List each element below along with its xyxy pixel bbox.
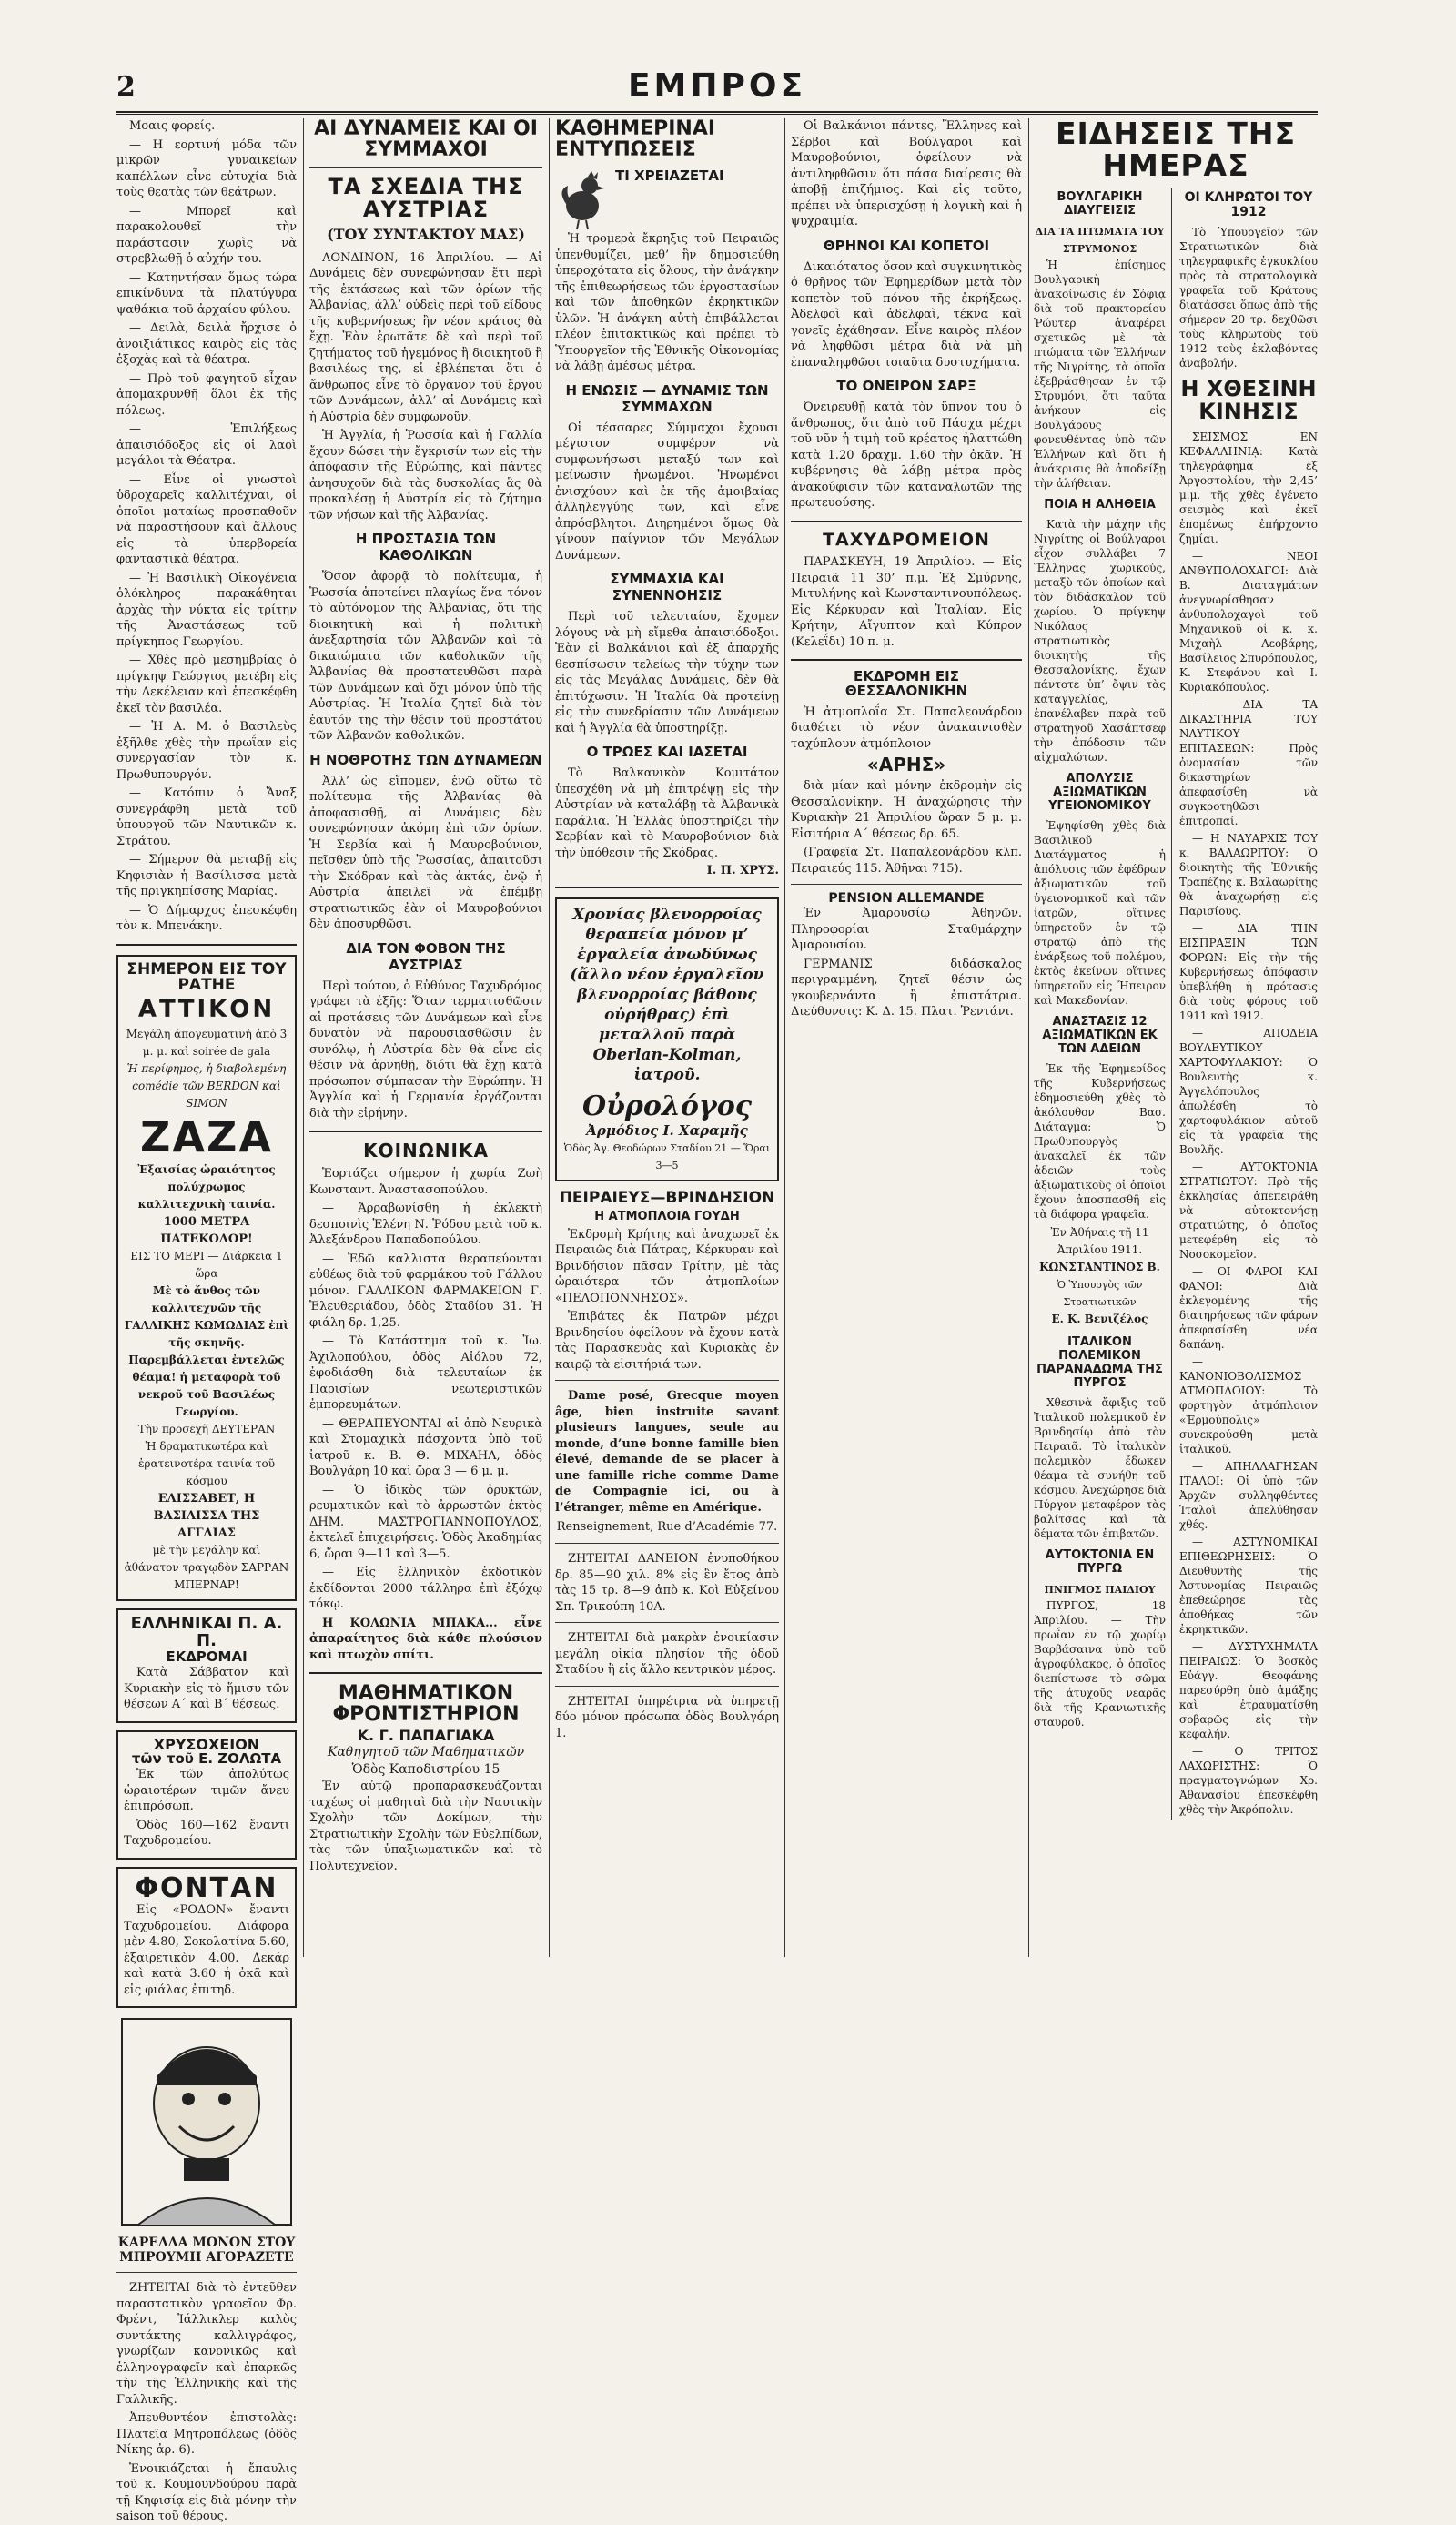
ad-heading: Οὐρολόγος	[581, 1090, 753, 1123]
article-paragraph: ΠΥΡΓΟΣ, 18 Ἀπριλίου. — Τὴν πρωΐαν ἐν τῷ χωρίῳ Βαρβάσαινα ὑπὸ τοῦ ἀγροφύλακος, ὁ ὁποῖος διεπίστωσε τὸ σῶμα τῆς ἀτυχοῦς νεαρᾶς διὰ τῆς Κρανιωτικῆς σταυροῦ.	[1034, 1599, 1166, 1729]
cartoon-illustration	[120, 2017, 293, 2226]
article-subheading: Η ΝΟΘΡΟΤΗΣ ΤΩΝ ΔΥΝΑΜΕΩΝ	[309, 751, 542, 768]
news-item: — ΚΑΝΟΝΙΟΒΟΛΙΣΜΟΣ ΑΤΜΟΠΛΟΙΟΥ: Τὸ φορτηγὸν ἀτμόπλοιον «Ἑρμούπολις» συνεκρούσθη μετὰ ἰταλικοῦ.	[1179, 1354, 1318, 1455]
news-item: ΖΗΤΕΙΤΑΙ διὰ τὸ ἐντεῦθεν παραστατικὸν γραφεῖον Φρ. Φρέντ, Ἰάλλικλερ καλὸς συντάκτης καλλιγράφος, γνωρίζων κανονικῶς καὶ ἑλληνογραφεῖν καὶ ἐπαρκῶς τὴν τῆς Ἑλληνικῆς καὶ τῆς Γαλλικῆς.	[116, 2281, 297, 2407]
news-item: — Πρὸ τοῦ φαγητοῦ εἶχαν ἀπομακρυνθῆ ὅλοι ἐκ τῆς πόλεως.	[116, 371, 297, 418]
news-item: — ΑΠΟΔΕΙΑ ΒΟΥΛΕΥΤΙΚΟΥ ΧΑΡΤΟΦΥΛΑΚΙΟΥ: Ὁ Βουλευτὴς κ. Ἀγγελόπουλος ἀπωλέσθη τὸ χαρτοφυλάκιον αὐτοῦ εἰς τὰ γραφεῖα τῆς Βουλῆς.	[1179, 1026, 1318, 1156]
article-subheading: Η ΠΡΟΣΤΑΣΙΑ ΤΩΝ ΚΑΘΟΛΙΚΩΝ	[355, 531, 497, 564]
decree-signature: Ὁ Ὑπουργὸς τῶν Στρατιωτικῶν	[1057, 1279, 1143, 1309]
ad-heading: ΧΡΥΣΟΧΕΙΟΝ	[153, 1735, 260, 1753]
news-item: — ΑΣΤΥΝΟΜΙΚΑΙ ΕΠΙΘΕΩΡΗΣΕΙΣ: Ὁ Διευθυντὴς τῆς Ἀστυνομίας Πειραιῶς ἐπεθεώρησε τὰς ἀποθήκας τῶν ἐκρηκτικῶν.	[1179, 1535, 1318, 1636]
news-item: — Μπορεῖ καὶ παρακολουθεῖ τὴν παράστασιν χωρὶς νὰ στρεβλωθῇ ὁ αὐχήν του.	[116, 204, 297, 266]
news-item: — Ἐδῶ καλλιστα θεραπεύονται εὐθέως διὰ τοῦ φαρμάκου τοῦ Γάλλου μόνον. ΓΑΛΛΙΚΟΝ ΦΑΡΜΑΚΕΙΟΝ Γ. Ἐλευθεριάδου, ὁδὸς Σταδίου 31. Ἡ φιάλη δρ. 1,25.	[309, 1252, 542, 1330]
news-item: — Εἰς ἑλληνικὸν ἐκδοτικὸν ἐκδίδονται 2000 τάλληρα ἐπὶ ἐξόχῳ τόκῳ.	[309, 1566, 542, 1612]
ad-text: Dame posé, Grecque moyen âge, bien instruite savant plusieurs langues, seule au monde, d’une bonne famille bien élevé, demande de se placer à une famille riche comme Dame de Compagnie ici, ou à l’étranger, même en Amérique.	[555, 1389, 779, 1515]
section-heading: ΚΑΘΗΜΕΡΙΝΑΙ ΕΝΤΥΠΩΣΕΙΣ	[555, 117, 716, 162]
article-paragraph: Τὸ Βαλκανικὸν Κομιτάτον ὑπεσχέθη νὰ μὴ ἐπιτρέψῃ εἰς τὴν Αὐστρίαν νὰ καταλάβῃ τὰ Ἀλβανικὰ παράλια. Ἡ Ἑλλὰς ὑποστηρίζει τὴν Σερβίαν καὶ τὸ Μαυροβούνιον διὰ τὴν ὑπόθεσιν τῆς Σκόδρας.	[555, 766, 779, 860]
news-item: — ΑΠΗΛΛΑΓΗΣΑΝ ΙΤΑΛΟΙ: Οἱ ὑπὸ τῶν Ἀρχῶν συλληφθέντες Ἰταλοὶ ἀπελύθησαν χθές.	[1179, 1459, 1318, 1531]
news-item: Ἀπευθυντέον ἐπιστολὰς: Πλατεῖα Μητροπόλεως (ὁδὸς Νίκης ἀρ. 6).	[116, 2411, 297, 2458]
ad-text: Τὴν προσεχῆ ΔΕΥΤΕΡΑΝ	[137, 1423, 276, 1436]
news-item: — ΔΙΑ ΤΑ ΔΙΚΑΣΤΗΡΙΑ ΤΟΥ ΝΑΥΤΙΚΟΥ ΕΠΙΤΑΣΕΩΝ: Πρὸς ὀνομασίαν τῶν δικαστηρίων ἀπεφασίσθη νὰ συγκροτηθῶσι ἐπιτροπαί.	[1179, 697, 1318, 827]
ad-text: Ὁδὸς Ἀγ. Θεοδώρων Σταδίου 21 — Ὥραι 3—5	[563, 1142, 771, 1172]
ad-text: Καθηγητοῦ τῶν Μαθηματικῶν	[327, 1745, 525, 1760]
news-item: — Κατηντήσαν ὅμως τώρα επικίνδυνα τὰ πλατύγυρα ψαθάκια τοῦ ἀρχαίου φύλου.	[116, 270, 297, 317]
cartoon-caption: ΚΑΡΕΛΛΑ ΜΟΝΟΝ ΣΤΟΥ ΜΠΡΟΥΜΗ ΑΓΟΡΑΖΕΤΕ	[117, 2236, 296, 2266]
article-subheading: ΠΝΙΓΜΟΣ ΠΑΙΔΙΟΥ	[1044, 1584, 1156, 1597]
cinema-name: ΑΤΤΙΚΟΝ	[137, 996, 276, 1024]
divider	[309, 1672, 542, 1674]
ad-text: Ἡ ἀτμοπλοΐα Στ. Παπαλεονάρδου διαθέτει τὸ νέον ἀνακαινισθὲν ταχύπλουν ἀτμόπλοιον	[791, 705, 1022, 751]
article-paragraph: Ἐκ τῆς Ἐφημερίδος τῆς Κυβερνήσεως ἐδημοσιεύθη χθὲς τὸ ἀκόλουθον Βασ. Διάταγμα: Ὁ Πρωθυπουργὸς ἀνακαλεῖ ἐκ τῶν ἀδειῶν τοὺς ἀξιωματικοὺς οἱ ὁποῖοι ἔχουν ἀποσπασθῆ εἰς τὰ διάφορα γραφεῖα.	[1034, 1062, 1166, 1222]
article-paragraph: ΛΟΝΔΙΝΟΝ, 16 Ἀπριλίου. — Αἱ Δυνάμεις δὲν συνεφώνησαν ἔτι περὶ τῆς ἐκτάσεως καὶ τῶν ὁρίων τῆς Ἀλβανίας, ἀλλ’ οὐδεὶς περὶ τοῦ εἴδους τῆς κυβερνήσεως ἢν νέον κράτος θὰ ἔχῃ. Ἐὰν ἐρωτᾶτε δὲ καὶ περὶ τοῦ ζητήματος τοῦ ἡγεμόνος ἢ διοικητοῦ ἢ βασιλέως της, εἰ ἐβλέπεται ὅτι ὁ ἄνθρωπος εἶνε τὸ ὄργανον τοῦ ἔργου τῶν Δυνάμεων, ἀλλ’ αἱ Δυνάμεις καὶ ἡ Αὐστρία δὲν συμφωνοῦν.	[309, 250, 542, 424]
ad-text: Εἰς «ΡΟΔΟΝ» ἔναντι Ταχυδρομείου. Διάφορα μὲν 4.80, Σοκολατίνα 5.60, ἐξαιρετικὸν 4.00. Δεκάρ καὶ κατὰ 3.60 ἡ ὀκᾶ καὶ εἰς φιάλας ἐπιτηδ.	[124, 1903, 289, 1997]
excursion-advertisement	[116, 1608, 297, 1722]
news-item: — ΔΙΑ ΤΗΝ ΕΙΣΠΡΑΞΙΝ ΤΩΝ ΦΟΡΩΝ: Εἰς τὴν τῆς Κυβερνήσεως ἀπόφασιν ὑπεβλήθη ἡ πρότασις διὰ τοὺς φόρους τοῦ 1911 καὶ 1912.	[1179, 921, 1318, 1022]
page-number: 2	[116, 71, 136, 103]
column-2	[309, 118, 542, 1957]
ad-text: Ἐξαισίας ὡραιότητος πολύχρωμος καλλιτεχνικὴ ταινία.	[137, 1163, 276, 1212]
article-paragraph: Χθεσινὰ ἄφιξις τοῦ Ἰταλικοῦ πολεμικοῦ ἐν Βρινδησίῳ ἀπὸ τὸν Πειραιᾶ. Τὸ ἰταλικὸν πολεμικὸν ἔδωκεν θέαμα τὰ συνήθη τοῦ κόσμου. Ἀνεχώρησε διὰ Πύργον μεταφέρον τὰς βαλίτσας καὶ τὰ δέματα τῶν ἐπιβατῶν.	[1034, 1396, 1166, 1541]
news-subcolumn-left	[1034, 188, 1172, 1819]
ad-text: Η ΚΟΛΩΝΙΑ ΜΠΑΚΑ... εἶνε ἀπαραίτητος διὰ κάθε πλούσιον καὶ πτωχὸν σπίτι.	[309, 1616, 542, 1662]
article-subheading: ΔΙΑ ΤΟΝ ΦΟΒΟΝ ΤΗΣ ΑΥΣΤΡΙΑΣ	[346, 939, 506, 973]
news-item: Μοαις φορείς.	[129, 119, 216, 133]
ship-name: «ΑΡΗΣ»	[866, 754, 946, 776]
article-subheading: ΤΟ ΟΝΕΙΡΟΝ ΣΑΡΞ	[836, 378, 976, 394]
ad-text: Ἐπιβάτες ἐκ Πατρῶν μέχρι Βρινδησίου ὀφείλουν νὰ ἔχουν κατὰ τὰς Παρασκευὰς καὶ Κυριακὰς ἐν καιρῷ τὰ εἰσιτήριά των.	[555, 1310, 779, 1372]
ad-text: μὲ τὴν μεγάλην καὶ ἀθάνατον τραγῳδὸν ΣΑΡΡΑΝ ΜΠΕΡΝΑΡ!	[124, 1544, 289, 1592]
news-item: Ἑορτάζει σήμερον ἡ χωρία Ζωὴ Κωνσταντ. Ἀναστασοπούλου.	[309, 1167, 542, 1197]
column-3	[555, 118, 779, 1957]
society-heading: ΚΟΙΝΩΝΙΚΑ	[363, 1140, 489, 1162]
ad-text: ΖΗΤΕΙΤΑΙ διὰ μακρὰν ἐνοικίασιν μεγάλη οἰκία πλησίον τῆς ὁδοῦ Σταδίου ἢ εἰς ἄλλο κεντρικὸν μέρος.	[555, 1631, 779, 1678]
article-subheading: Ο ΤΡΩΕΣ ΚΑΙ ΙΑΣΕΤΑΙ	[586, 744, 748, 761]
man-cartoon-icon	[120, 2017, 293, 2226]
jeweller-advertisement	[116, 1730, 297, 1860]
fondant-advertisement	[116, 1867, 297, 2009]
news-item: — Ἀρραβωνίσθη ἡ ἐκλεκτὴ δεσποινὶς Ἑλένη Ν. Ῥόδου μετὰ τοῦ κ. Ἀλεξάνδρου Παπαδοπούλου.	[309, 1202, 542, 1248]
news-item: — Χθὲς πρὸ μεσημβρίας ὁ πρίγκηψ Γεώργιος μετέβη εἰς τὴν Δεκέλειαν καὶ ἐπεσκέφθη ἐκεῖ τὸν βασιλέα.	[116, 654, 297, 715]
ad-text: ΕΙΣ ΤΟ ΜΕΡΙ — Διάρκεια 1 ὥρα	[130, 1250, 283, 1281]
divider	[555, 1380, 779, 1381]
ad-text: Ὁδὸς Καποδιστρίου 15	[351, 1762, 500, 1778]
ad-heading: ΠΕΙΡΑΙΕΥΣ—ΒΡΙΝΔΗΣΙΟΝ	[559, 1189, 775, 1208]
film-title: ΖΑΖΑ	[140, 1112, 273, 1162]
divider	[555, 1686, 779, 1687]
divider	[116, 2272, 297, 2273]
news-two-column	[1034, 188, 1318, 1819]
main-headline: ΑΙ ΔΥΝΑΜΕΙΣ ΚΑΙ ΟΙ ΣΥΜΜΑΧΟΙ	[314, 117, 538, 162]
ad-heading: ΕΚΔΡΟΜΗ ΕΙΣ ΘΕΣΣΑΛΟΝΙΚΗΝ	[844, 668, 968, 700]
ad-text: Renseignement, Rue d’Académie 77.	[556, 1520, 778, 1535]
article-paragraph: Δικαιότατος ὅσον καὶ συγκινητικὸς ὁ θρῆνος τῶν Ἐφημερίδων μετὰ τὸν κοπετὸν τοῦ πόνου τῆς ἐκρήξεως. Ἀδελφοὶ καὶ ἀδελφαὶ, τέκνα καὶ γονεῖς ἐχάθησαν. Εἶνε καιρὸς πλέον νὰ ληφθῶσι μέτρα διὰ νὰ μὴ ἐπαναληφθῶσι τοιαῦτα δυστυχήματα.	[791, 259, 1022, 370]
news-item: — Εἶνε οἱ γνωστοὶ ὑδροχαρεῖς καλλιτέχναι, οἱ ὁποῖοι ματαίως προσπαθοῦν νὰ παραστήσουν καὶ ἄλλους εἰς τὰ ὑπερβορεία φανταστικὰ θέατρα.	[116, 472, 297, 566]
article-paragraph: Ἀλλ’ ὡς εἴπομεν, ἐνῷ οὕτω τὸ πολίτευμα τῆς Ἀλβανίας θὰ ἀποφασισθῇ, αἱ Δυνάμεις δὲν συνεφώνησαν ἀκόμη ἐπὶ τῶν ὁρίων. Ἡ Σερβία καὶ ἡ Μαυροβούνιον, πεῖσθεν ὑπὸ τῆς Ῥωσσίας, ἀπαιτοῦσι τὴν Σκόδραν καὶ τὰς ἀκτάς, ἐνῷ ἡ Αὐστρία ἀπειλεῖ νὰ ἐπέμβῃ στρατιωτικῶς ἐὰν οἱ Μαυροβούνιοι δὲν ἀποσυρθῶσι.	[309, 774, 542, 932]
news-item: — Η ΝΑΥΑΡΧΙΣ ΤΟΥ κ. ΒΑΛΑΩΡΙΤΟΥ: Ὁ διοικητὴς τῆς Ἐθνικῆς Τραπέζης κ. Βαλαωρίτης θὰ ἀναχωρήσῃ εἰς Παρισίους.	[1179, 831, 1318, 918]
ad-text: Ἡ περίφημος, ἡ διαβολεμένη comédie τῶν BERDON καὶ SIMON	[126, 1062, 287, 1110]
ad-text: Ἡ δραματικωτέρα καὶ ἐρατεινοτέρα ταινία τοῦ κόσμου	[137, 1440, 276, 1488]
column-1	[116, 118, 297, 2524]
article-subheading: Η ΕΝΩΣΙΣ — ΔΥΝΑΜΙΣ ΤΩΝ ΣΥΜΜΑΧΩΝ	[565, 381, 769, 415]
ad-subheading: ΕΚΔΡΟΜΑΙ	[166, 1648, 248, 1666]
classifieds-list	[116, 2280, 297, 2525]
article-subheading: ΔΙΑ ΤΑ ΠΤΩΜΑΤΑ ΤΟΥ ΣΤΡΥΜΟΝΟΣ	[1035, 226, 1165, 256]
divider	[791, 521, 1022, 522]
column-separator	[549, 118, 550, 1957]
divider	[309, 167, 542, 168]
ad-text: Ἀρμόδιος Ι. Χαραμῆς	[586, 1122, 748, 1140]
news-item: — Σήμερον θὰ μεταβῇ εἰς Κηφισιὰν ἡ Βασίλισσα μετὰ τῆς πριγκηπίσσης Μαρίας.	[116, 853, 297, 898]
news-item: Ἐνοικιάζεται ἡ ἔπαυλις τοῦ κ. Κουμουνδούρου παρὰ τῇ Κηφισίᾳ εἰς διὰ μόνην τὴν saison τοῦ θέρους.	[116, 2461, 297, 2524]
ad-text: Ἐκδρομὴ Κρήτης καὶ ἀναχωρεῖ ἐκ Πειραιῶς διὰ Πάτρας, Κέρκυραν καὶ Βρινδήσιον πᾶσαν Τρίτην, μὲ τὰς ὡραιότερα τῶν ἀτμοπλοίων «ΠΕΛΟΠΟΝΝΗΣΟΣ».	[555, 1227, 779, 1305]
divider	[791, 884, 1022, 885]
article-subheading: ΟΙ ΚΛΗΡΩΤΟΙ ΤΟΥ 1912	[1184, 190, 1313, 220]
article-paragraph: ΠΑΡΑΣΚΕΥΗ, 19 Ἀπριλίου. — Εἰς Πειραιᾶ 11 30’ π.μ. Ἐξ Σμύρνης, Μιτυλήνης καὶ Κωνσταντινουπόλεως. Εἰς Κέρκυραν καὶ Ἰταλίαν. Εἰς Κρήτην, Αἴγυπτον καὶ Κύπρον (Κελεΐδι) 10 π. μ.	[791, 555, 1022, 649]
article-paragraph: Οἱ τέσσαρες Σύμμαχοι ἔχουσι μέγιστον συμφέρον νὰ συμφωνήσωσι μεταξύ των καὶ μείνωσιν ἡνωμένοι. Ἡνωμένοι ἐνισχύουν καὶ ἐκ τῆς ἀμοιβαίας ἀλληλεγγύης των, καὶ εἶνε ἀπρόσβλητοι. Διηρημένοι ὅμως θὰ γίνουν παίγνιον τῶν Μεγάλων Δυνάμεων.	[555, 421, 779, 563]
ad-heading: ΣΗΜΕΡΟΝ ΕΙΣ ΤΟΥ ΡΑΤΗΕ	[126, 959, 287, 995]
news-item: — Ο ΤΡΙΤΟΣ ΛΑΧΩΡΙΣΤΗΣ: Ὁ πραγματογνώμων Χρ. Ἀθανασίου ἐπεσκέφθη χθὲς τὴν Ἀκρόπολιν.	[1179, 1744, 1318, 1816]
divider	[791, 659, 1022, 661]
short-news-list	[116, 118, 297, 935]
column-separator	[784, 118, 785, 1957]
yesterday-movement-heading: Η ΧΘΕΣΙΝΗ ΚΙΝΗΣΙΣ	[1180, 376, 1317, 425]
signature: Ι. Π. ΧΡΥΣ.	[706, 864, 779, 878]
news-item: — ΔΥΣΤΥΧΗΜΑΤΑ ΠΕΙΡΑΙΩΣ: Ὁ βοσκὸς Εὐάγγ. Θεοφάνης παρεσύρθη ὑπὸ ἁμάξης καὶ ἐτραυματίσθη σοβαρῶς εἰς τὴν κεφαλήν.	[1179, 1639, 1318, 1740]
rooster-block	[555, 167, 779, 231]
article-subheading: ΤΙ ΧΡΕΙΑΖΕΤΑΙ	[615, 167, 724, 185]
article-subheading: ΒΟΥΛΓΑΡΙΚΗ ΔΙΑΥΓΕΙΣΙΣ	[1057, 190, 1143, 218]
news-subcolumn-right	[1179, 188, 1318, 1819]
news-item: — Ὁ ἰδικὸς τῶν ὀρυκτῶν, ρευματικῶν καὶ τὸ ἀρρωστῶν ἐκτὸς ΔΗΜ. ΜΑΣΤΡΟΓΙΑΝΝΟΠΟΥΛΟΣ, ἐκτελεῖ ἐπιχειρήσεις. Ὁδὸς Ἀκαδημίας 6, ὥραι 9—11 καὶ 3—5.	[309, 1483, 542, 1561]
article-subheading: ΙΤΑΛΙΚΟΝ ΠΟΛΕΜΙΚΟΝ ΠΑΡΑΝΑΔΩΜΑ ΤΗΣ ΠΥΡΓΟΣ	[1036, 1335, 1163, 1391]
article-paragraph: Ἡ Ἀγγλία, ἡ Ῥωσσία καὶ ἡ Γαλλία ἔχουν δώσει τὴν ἔγκρισίν των εἰς τὴν ἀπόφασιν τῆς Εὐρώπης, καὶ πάντες ἀνησυχοῦν διὰ τὰς δυσκολίας ἃς θὰ προκαλέσῃ ἡ Αὐστρία εἰς τὸ ζήτημα τῶν νήσων καὶ τῆς Ἀλβανίας.	[309, 429, 542, 522]
divider	[555, 1543, 779, 1544]
ad-text: Παρεμβάλλεται ἐντελῶς θέαμα! ἡ μεταφορὰ τοῦ νεκροῦ τοῦ Βασιλέως Γεωργίου.	[128, 1354, 285, 1419]
decree-date: Ἐν Ἀθήναις τῇ 11 Ἀπριλίου 1911.	[1050, 1226, 1149, 1257]
ad-text: 1000 ΜΕΤΡΑ ΠΑΤΕΚΟΛΟΡ!	[160, 1215, 253, 1247]
column-separator	[303, 118, 304, 1957]
article-subheading: ΑΝΑΣΤΑΣΙΣ 12 ΑΞΙΩΜΑΤΙΚΩΝ ΕΚ ΤΩΝ ΑΔΕΙΩΝ	[1042, 1015, 1158, 1057]
ad-text: ΓΕΡΜΑΝΙΣ διδάσκαλος περιγραμμένη, ζητεῖ θέσιν ὡς γκουβερνάντα ἢ ἐπιστάτρια. Διεύθυνσις: Κ. Δ. 15. Πλατ. Ῥεντάνι.	[791, 957, 1022, 1019]
article-subheading: ΘΡΗΝΟΙ ΚΑΙ ΚΟΠΕΤΟΙ	[823, 237, 990, 254]
divider	[116, 944, 297, 946]
ad-text: ΕΛΙΣΣΑΒΕΤ, Η ΒΑΣΙΛΙΣΣΑ ΤΗΣ ΑΓΓΛΙΑΣ	[153, 1492, 260, 1541]
decree-signature: Ε. Κ. Βενιζέλος	[1051, 1313, 1148, 1326]
byline: (ΤΟΥ ΣΥΝΤΑΚΤΟΥ ΜΑΣ)	[327, 225, 525, 243]
column-4	[791, 118, 1022, 1957]
article-paragraph: Ἡ τρομερὰ ἔκρηξις τοῦ Πειραιῶς ὑπενθυμίζει, μεθ’ ἣν δημοσιεύθη ὑπεροχότατα εἰς ὅλους, τὴν ἀνάγκην τῆς ἐπιθεωρήσεως τῶν ἐργοστασίων καὶ τῶν ἀποθηκῶν ἐκρηκτικῶν ὑλῶν. Ἡ ἀνάγκη αὐτὴ ἐπιβάλλεται πλέον ἐπιτακτικῶς καὶ πρέπει τὸ Ὑπουργεῖον τῆς Ἐθνικῆς Οἰκονομίας νὰ λάβῃ ἀμέσως μέτρα.	[555, 232, 779, 374]
divider	[555, 887, 779, 888]
news-item: — Ἐπιλήξεως ἀπαισιόδοξος εἰς οἱ λαοὶ μεγάλοι τὰ Θέατρα.	[116, 422, 297, 468]
divider	[309, 1131, 542, 1132]
newspaper-title: ΕΜΠΡΟΣ	[627, 67, 807, 105]
ad-text: Μὲ τὸ ἄνθος τῶν καλλιτεχνῶν τῆς ΓΑΛΛΙΚΗΣ ΚΩΜΩΔΙΑΣ ἐπὶ τῆς σκηνῆς.	[124, 1284, 289, 1350]
news-item: — Ἡ Α. Μ. ὁ Βασιλεὺς ἐξῆλθε χθὲς τὴν πρωΐαν εἰς συνεργασίαν τὸν κ. Πρωθυπουργόν.	[116, 720, 297, 782]
school-ad-name: Κ. Γ. ΠΑΠΑΓΙΑΚΑ	[357, 1727, 495, 1745]
article-paragraph: Περὶ τούτου, ὁ Εὐθύνος Ταχυδρόμος γράφει τὰ ἑξῆς: Ὅταν τερματισθῶσιν αἱ προτάσεις τῶν Δυνάμεων καὶ εἶνε δυνατὸν νὰ παρουσιασθῶσιν ἐν συνόλῳ, ἡ Αὐστρία δὲν θὰ εἶνε εἰς θέσιν νὰ ἀρνηθῇ, διότι θὰ ἔχῃ κατὰ πρόσωπον σύμπασαν τὴν Εὐρώπην. Ἡ Ἀγγλία καὶ ἡ Γερμανία ἐργάζονται διὰ τὴν εἰρήνην.	[309, 979, 542, 1121]
article-paragraph: Περὶ τοῦ τελευταίου, ἔχομεν λόγους νὰ μὴ εἴμεθα ἀπαισιόδοξοι. Ἐὰν εἰ Βαλκάνιοι καὶ ἐξ ἀπαρχῆς θεσπίσωσιν τελείως τὴν τύχην των εἰς τὰς Μεγάλας Δυνάμεις, δὲν θὰ ἐπιτύχωσιν. Ἡ Ἰταλία θὰ προτείνῃ εἰς τὴν συνεδρίασιν τῶν Δυνάμεων καὶ ἡ Ἀγγλία θὰ ὑποστηρίξῃ.	[555, 610, 779, 735]
ad-heading: ΦΟΝΤΑΝ	[135, 1871, 278, 1904]
news-item: — ΑΥΤΟΚΤΟΝΙΑ ΣΤΡΑΤΙΩΤΟΥ: Πρὸ τῆς ἐκκλησίας ἀπεπειράθη νὰ αὐτοκτονήσῃ στρατιώτης, ὁ ὁποῖος μετεφέρθη εἰς τὸ Νοσοκομεῖον.	[1179, 1160, 1318, 1261]
article-paragraph: Τὸ Ὑπουργεῖον τῶν Στρατιωτικῶν διὰ τηλεγραφικῆς ἐγκυκλίου πρὸς τὰ στρατολογικὰ γραφεῖα τοῦ Κράτους διατάσσει ὅπως ἀπὸ τῆς σήμερον 20 τρ. δεχθῶσι τοὺς κληρωτοὺς τοῦ 1912 τοὺς ἐκλαβόντας ἀναβολήν.	[1179, 226, 1318, 370]
cinema-advertisement	[116, 955, 297, 1602]
ad-text: Ἐν Ἀμαρουσίῳ Ἀθηνῶν. Πληροφορίαι Σταθμάρχην Ἀμαρουσίου.	[791, 907, 1022, 953]
ad-text: Μεγάλη ἀπογευματινὴ ἀπὸ 3 μ. μ. καὶ soirée de gala	[126, 1028, 288, 1059]
urologist-advertisement	[555, 897, 779, 1181]
ad-text: (Γραφεῖα Στ. Παπαλεονάρδου κλπ. Πειραιεύς 115. Ἀθῆναι 715).	[791, 846, 1022, 876]
yesterday-movement-list	[1179, 430, 1318, 1817]
news-item: — Ἡ Βασιλικὴ Οἰκογένεια ὁλόκληρος παρακάθηται ἀρχὰς τὴν νύκτα εἰς τρίτην τῆς Ἀναστάσεως τοῦ πρίγκηπος Γεωργίου.	[116, 571, 297, 649]
ad-subheading: τῶν τοῦ Ε. ΖΟΛΩΤΑ	[131, 1750, 282, 1768]
news-item: ΣΕΙΣΜΟΣ ΕΝ ΚΕΦΑΛΛΗΝΙᾼ: Κατὰ τηλεγράφημα ἐξ Ἀργοστολίου, τὴν 2,45’ μ.μ. τῆς χθὲς ἐγένετο σεισμὸς καὶ ἐκεῖ ἐπομένως ἐπήρχοντο ζημίαι.	[1179, 430, 1318, 545]
post-heading: ΤΑΧΥΔΡΟΜΕΙΟΝ	[823, 529, 990, 550]
divider	[555, 1622, 779, 1623]
article-subheading: ΠΟΙΑ Η ΑΛΗΘΕΙΑ	[1044, 498, 1156, 512]
ad-heading: PENSION ALLEMANDE	[828, 891, 985, 907]
ad-text: Ἐν αὐτῷ προπαρασκευάζονται ταχέως οἱ μαθηταὶ διὰ τὴν Ναυτικὴν Σχολὴν τῶν Δοκίμων, τὴν Στρατιωτικὴν Σχολὴν τῶν Εὐελπίδων, τὰς τῶν ὑπαξιωματικῶν καὶ τὸ Πολυτεχνεῖον.	[309, 1780, 542, 1873]
article-subheading: ΣΥΜΜΑΧΙΑ ΚΑΙ ΣΥΝΕΝΝΟΗΣΙΣ	[610, 571, 724, 604]
news-item: — Δειλὰ, δειλὰ ἤρχισε ὁ ἀνοιξιάτικος καιρὸς εἰς τὰς ἐξοχὰς καὶ τὰ θέατρα.	[116, 321, 297, 367]
news-item: — Τὸ Κατάστημα τοῦ κ. Ἰω. Ἀχιλοπούλου, ὁδὸς Αἰόλου 72, ἐφοδιάσθη διὰ τελευταίων ἐκ Παρισίων νεωτεριστικῶν ἐμπορευμάτων.	[309, 1334, 542, 1413]
news-item: — Η εορτινή μόδα τῶν μικρῶν γυναικείων καπέλλων εἶνε εὐτυχία διὰ τοὺς θεατὰς τῶν θεάτρων.	[116, 137, 297, 199]
ad-heading: ΕΛΛΗΝΙΚΑΙ Π. Α. Π.	[130, 1614, 283, 1651]
news-item: — ΘΕΡΑΠΕΥΟΝΤΑΙ αἱ ἀπὸ Νευρικὰ καὶ Στομαχικὰ πάσχοντα ὑπὸ τοῦ ἰατροῦ κ. Β. Θ. ΜΙΧΑΗΛ, ὁδὸς Βουλγάρη 10 καὶ ὥρα 3 — 6 μ. μ.	[309, 1416, 542, 1479]
ad-text: ΖΗΤΕΙΤΑΙ ὑπηρέτρια νὰ ὑπηρετῇ δύο μόνον πρόσωπα ὁδὸς Βουλγάρη 1.	[555, 1694, 779, 1740]
ad-subheading: Η ΑΤΜΟΠΛΟΙΑ ΓΟΥΔΗ	[594, 1210, 740, 1224]
society-list	[309, 1166, 542, 1613]
masthead-rule	[116, 111, 1318, 115]
article-paragraph: Οἱ Βαλκάνιοι πάντες, Ἕλληνες καὶ Σέρβοι καὶ Βούλγαροι καὶ Μαυροβούνιοι, ὀφείλουν νὰ ἀντιληφθῶσιν ὅτι πάσα διαίρεσις θὰ ἀποβῇ ἐπιζήμιος. Καὶ εἰς τοῦτο, πρέπει νὰ ὑπερισχύσῃ ἡ λογικὴ καὶ ἡ ψυχραιμία.	[791, 119, 1022, 228]
school-ad-heading: ΜΑΘΗΜΑΤΙΚΟΝ ΦΡΟΝΤΙΣΤΗΡΙΟΝ	[332, 1682, 520, 1727]
news-item: — ΝΕΟΙ ΑΝΘΥΠΟΛΟΧΑΓΟΙ: Διὰ Β. Διαταγμάτων ἀνεγνωρίσθησαν ἀνθυπολοχαγοὶ τοῦ Μηχανικοῦ οἱ κ. κ. Μιχαὴλ Λεοβάρης, Βασίλειος Σπυρόπουλος, Κ. Στεφάνου καὶ Ι. Κυριακόπουλος.	[1179, 549, 1318, 694]
ad-text: ΖΗΤΕΙΤΑΙ ΔΑΝΕΙΟΝ ἐνυποθήκου δρ. 85—90 χιλ. 8% εἰς ἓν ἔτος ἀπὸ τὰς 15 τρ. 8—9 ἀπὸ κ. Κοὶ Εὐξείνου Σπ. Τρικούπη 10Α.	[555, 1552, 779, 1614]
column-5	[1034, 118, 1318, 1957]
rooster-icon	[555, 167, 610, 231]
column-separator	[1028, 118, 1029, 1957]
ad-text: Ἐκ τῶν ἀπολύτως ὡραιοτέρων τιμῶν ἄνευ ἐπιπρόσωπ.	[124, 1768, 289, 1814]
ad-text: διὰ μίαν καὶ μόνην ἐκδρομὴν εἰς Θεσσαλονίκην. Ἡ ἀναχώρησις τὴν Κυριακὴν 21 Ἀπριλίου ὥραν 5 μ. μ. Εἰσιτήρια Α΄ θέσεως δρ. 65.	[791, 779, 1022, 841]
ad-text: Κατὰ Σάββατον καὶ Κυριακὴν εἰς τὸ ἥμισυ τῶν θέσεων Α΄ καὶ Β΄ θέσεως.	[124, 1666, 289, 1712]
ad-text: Ὁδὸς 160—162 ἔναντι Ταχυδρομείου.	[124, 1818, 289, 1849]
news-item: — Κατόπιν ὁ Ἄναξ συνεγράφθη μετὰ τοῦ ὑπουργοῦ τῶν Ναυτικῶν κ. Στράτου.	[116, 786, 297, 848]
ad-text: Χρονίας βλενορροίας θεραπεία μόνον μ’ ἐργαλεία ἀνωδύνως (ἄλλο νέον ἐργαλεῖον βλενορροίας βάθους οὐρήθρας) ἐπὶ μεταλλοῦ παρὰ Oberlan-Kolman, ἰατροῦ.	[570, 906, 764, 1085]
decree-signature: ΚΩΝΣΤΑΝΤΙΝΟΣ Β.	[1039, 1261, 1160, 1274]
news-item: — ΟΙ ΦΑΡΟΙ ΚΑΙ ΦΑΝΟΙ: Διὰ ἐκλεγομένης τῆς διατηρήσεως τῶν φάρων ἀπεφασίσθη νέα δαπάνη.	[1179, 1264, 1318, 1351]
article-paragraph: Ὀνειρευθῇ κατὰ τὸν ὕπνον του ὁ ἄνθρωπος, ὅτι ἀπὸ τοῦ Πάσχα μέχρι τοῦ νῦν ἡ τιμὴ τοῦ κρέατος ἠλαττώθη κατὰ 1.20 δραχμ. 1.60 τὴν ὀκᾶν. Ἡ κυβέρνησις θὰ λάβῃ μέτρα πρὸς ἀνακούφισιν τῶν καταναλωτῶν τῆς πρωτευούσης.	[791, 401, 1022, 510]
article-paragraph: Ὅσον ἀφορᾷ τὸ πολίτευμα, ἡ Ῥωσσία ἀποτείνει πλαγίως ἕνα τόνον τὸ αὐτόνομον τῆς Ἀλβανίας, ὅτι τῆς διοικητικὴ καὶ ἡ πολιτικὴ ἀνεξαρτησία τῶν Ἀλβανῶν καὶ τὰ δικαιώματα τῶν καθολικῶν τῆς Ἀλβανίας θὰ προστατευθῶσι παρὰ τῶν Δυνάμεων καὶ ὄχι μόνον ὑπὸ τῆς Αὐστρίας. Ἡ Ἰταλία ζητεῖ διὰ τὸν ἑαυτόν της τὴν θέσιν τοῦ προστάτου τῶν Ἀλβανῶν καθολικῶν.	[309, 570, 542, 744]
article-subheading: ΑΠΟΛΥΣΙΣ ΑΞΙΩΜΑΤΙΚΩΝ ΥΓΕΙΟΝΟΜΙΚΟΥ	[1048, 772, 1151, 814]
article-subheading: ΑΥΤΟΚΤΟΝΙΑ ΕΝ ΠΥΡΓΩ	[1045, 1548, 1155, 1577]
news-of-day-heading: ΕΙΔΗΣΕΙΣ ΤΗΣ ΗΜΕΡΑΣ	[1055, 116, 1297, 183]
article-headline: ΤΑ ΣΧΕΔΙΑ ΤΗΣ ΑΥΣΤΡΙΑΣ	[328, 174, 524, 223]
article-paragraph: Κατὰ τὴν μάχην τῆς Νιγρίτης οἱ Βούλγαροι εἶχον συλλάβει 7 Ἕλληνας χωρικούς, μεταξὺ τῶν ὁποίων καὶ τὸν διδάσκαλον τοῦ χωρίου. Ὁ πρίγκηψ Νικόλαος στρατιωτικὸς διοικητὴς τῆς Θεσσαλονίκης, ἔχων πάντοτε ὑπ’ ὄψιν τὰς καταγγελίας, ἐπανέλαβεν παρὰ τοῦ στρατηγοῦ Χασάπτσεφ τὴν ἀπόδοσιν τῶν αἰχμαλώτων.	[1034, 518, 1166, 765]
article-paragraph: Ἡ ἐπίσημος Βουλγαρικὴ ἀνακοίνωσις ἐν Σόφιᾳ διὰ τοῦ πρακτορείου Ῥώυτερ ἀναφέρει σχετικῶς μὲ τὰ πτώματα τῶν Ἑλλήνων τῆς Νιγρίτης, τὰ ὁποῖα ἐξεβράσθησαν ἐν τῷ Στρυμόνι, ὅτι ταῦτα ἀνήκουν εἰς Βουλγάρους φονευθέντας ὑπὸ τῶν Ἑλλήνων καὶ ὅτι ἡ ἀνάκρισις θὰ ἀποδείξῃ τὴν ἀλήθειαν.	[1034, 259, 1166, 491]
news-item: — Ὁ Δήμαρχος ἐπεσκέφθη τὸν κ. Μπενάκην.	[116, 903, 297, 933]
article-paragraph: Ἐψηφίσθη χθὲς διὰ Βασιλικοῦ Διατάγματος ἡ ἀπόλυσις τῶν ἐφέδρων ἀξιωματικῶν τοῦ ὑγειονομικοῦ καὶ τῶν ἰατρῶν, οἵτινες ὑπηρετοῦν ἐν τῷ στρατῷ ἀπὸ τῆς ἐνάρξεως τοῦ πολέμου, ἐκτὸς ἐκείνων οἵτινες ὑπηρετοῦν εἰς Ἤπειρον καὶ Μακεδονίαν.	[1034, 819, 1166, 1008]
